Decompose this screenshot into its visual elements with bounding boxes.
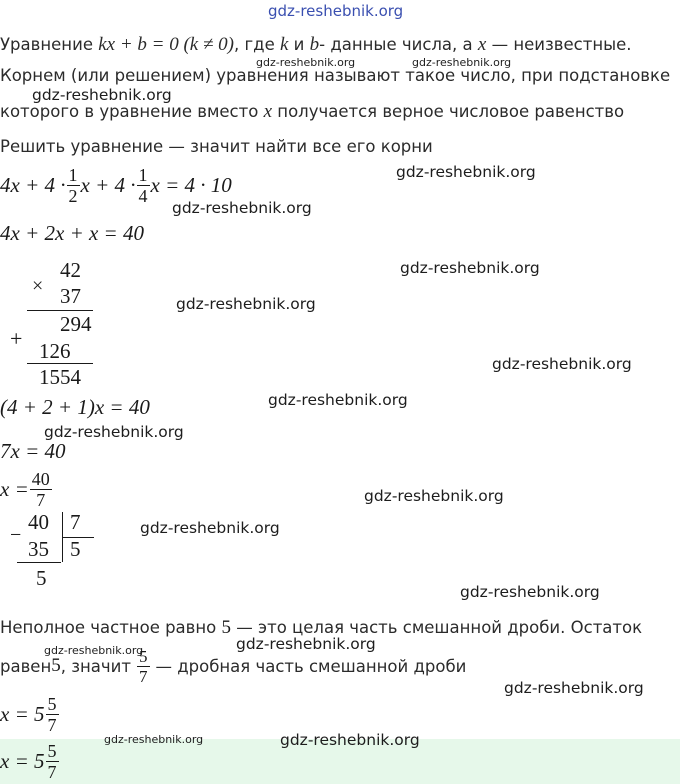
conclusion-text: — это целая часть смешанной дроби. Остаток [231, 618, 643, 637]
var-b: b [309, 34, 320, 55]
watermark: gdz-reshebnik.org [256, 56, 356, 69]
product-result: 1554 [39, 365, 81, 389]
partial-product-2: 126 [39, 339, 71, 363]
fraction-forty-sevenths [30, 470, 52, 509]
watermark: gdz-reshebnik.org [44, 423, 184, 441]
watermark: gdz-reshebnik.org [400, 259, 540, 277]
conclusion-text: равен [0, 656, 52, 676]
watermark: gdz-reshebnik.org [396, 163, 536, 181]
watermark: gdz-reshebnik.org [104, 733, 204, 746]
watermark: gdz-reshebnik.org [268, 391, 408, 409]
fraction-denominator: 7 [36, 489, 46, 510]
intro-text: , где [234, 35, 280, 54]
intro-line-3 [0, 101, 624, 123]
fraction-numerator: 40 [31, 468, 50, 489]
fraction-numerator: 5 [47, 740, 57, 761]
watermark: gdz-reshebnik.org [280, 731, 420, 749]
watermark: gdz-reshebnik.org [504, 679, 644, 697]
equation-2: 4x + 2x + x = 40 [0, 221, 144, 245]
quotient: 5 [70, 537, 81, 561]
eq1-part-a: 4x + 4 · [0, 172, 66, 197]
intro-text: Уравнение [0, 35, 99, 54]
factor-1: 42 [60, 258, 81, 282]
partial-product-1: 294 [60, 312, 92, 336]
intro-text: которого в уравнение вместо [0, 102, 264, 121]
fraction-denominator: 7 [47, 714, 57, 735]
watermark: gdz-reshebnik.org [44, 644, 144, 657]
remainder: 5 [36, 566, 47, 590]
mixed-number-result [0, 690, 60, 738]
result-lhs: x = 5 [0, 701, 45, 726]
eq5-lhs: x = [0, 476, 29, 501]
divisor: 7 [70, 510, 81, 534]
watermark: gdz-reshebnik.org [140, 519, 280, 537]
conclusion-text: — дробная часть смешанной дроби [155, 656, 467, 676]
watermark: gdz-reshebnik.org [236, 635, 376, 653]
number-five: 5 [51, 655, 61, 676]
watermark: gdz-reshebnik.org [492, 355, 632, 373]
equation-general: kx + b = 0 (k ≠ 0) [98, 34, 234, 55]
conclusion-text: , значит [60, 656, 131, 676]
watermark: gdz-reshebnik.org [364, 487, 504, 505]
fraction-one-quarter [137, 166, 150, 205]
subtrahend: 35 [28, 537, 49, 561]
fraction-numerator: 5 [47, 693, 57, 714]
final-answer [0, 738, 60, 784]
intro-text: - данные числа, а [319, 35, 478, 54]
number-five: 5 [221, 617, 232, 638]
var-k: k [279, 34, 289, 55]
equation-4: 7x = 40 [0, 439, 66, 463]
intro-line-2: Корнем (или решением) уравнения называют такое число, при подстановке [0, 66, 671, 85]
fraction-denominator: 7 [47, 761, 57, 782]
fraction-five-sevenths [137, 648, 150, 685]
var-x: x [477, 34, 487, 55]
var-x: x [263, 101, 273, 122]
fraction-numerator: 1 [138, 164, 148, 185]
fraction-numerator: 1 [68, 164, 78, 185]
fraction-five-sevenths [46, 742, 59, 781]
watermark: gdz-reshebnik.org [32, 86, 172, 104]
intro-text: — неизвестные. [486, 35, 632, 54]
fraction-numerator: 5 [139, 646, 148, 666]
fraction-denominator: 7 [139, 666, 148, 686]
watermark: gdz-reshebnik.org [460, 583, 600, 601]
conclusion-text: Неполное частное равно [0, 618, 222, 637]
equation-5 [0, 464, 53, 514]
intro-text: и [288, 35, 310, 54]
multiply-sign: × [32, 275, 44, 297]
conclusion-line-2 [0, 643, 466, 689]
top-watermark: gdz-reshebnik.org [268, 2, 404, 20]
answer-lhs: x = 5 [0, 748, 45, 773]
plus-sign: + [10, 326, 23, 351]
intro-line-1 [0, 34, 632, 56]
fraction-denominator: 2 [68, 185, 78, 206]
eq1-part-b: x + 4 · [80, 172, 136, 197]
equation-3: (4 + 2 + 1)x = 40 [0, 395, 150, 419]
dividend: 40 [28, 510, 49, 534]
intro-line-4: Решить уравнение — значит найти все его корни [0, 137, 433, 156]
minus-sign: − [10, 524, 22, 546]
watermark: gdz-reshebnik.org [176, 295, 316, 313]
fraction-five-sevenths [46, 695, 59, 734]
watermark: gdz-reshebnik.org [172, 199, 312, 217]
fraction-denominator: 4 [138, 185, 148, 206]
intro-text: получается верное числовое равенство [272, 102, 625, 121]
factor-2: 37 [60, 284, 81, 308]
fraction-one-half [67, 166, 80, 205]
eq1-part-c: x = 4 · 10 [150, 172, 232, 197]
watermark: gdz-reshebnik.org [412, 56, 512, 69]
rule-line [17, 562, 61, 563]
